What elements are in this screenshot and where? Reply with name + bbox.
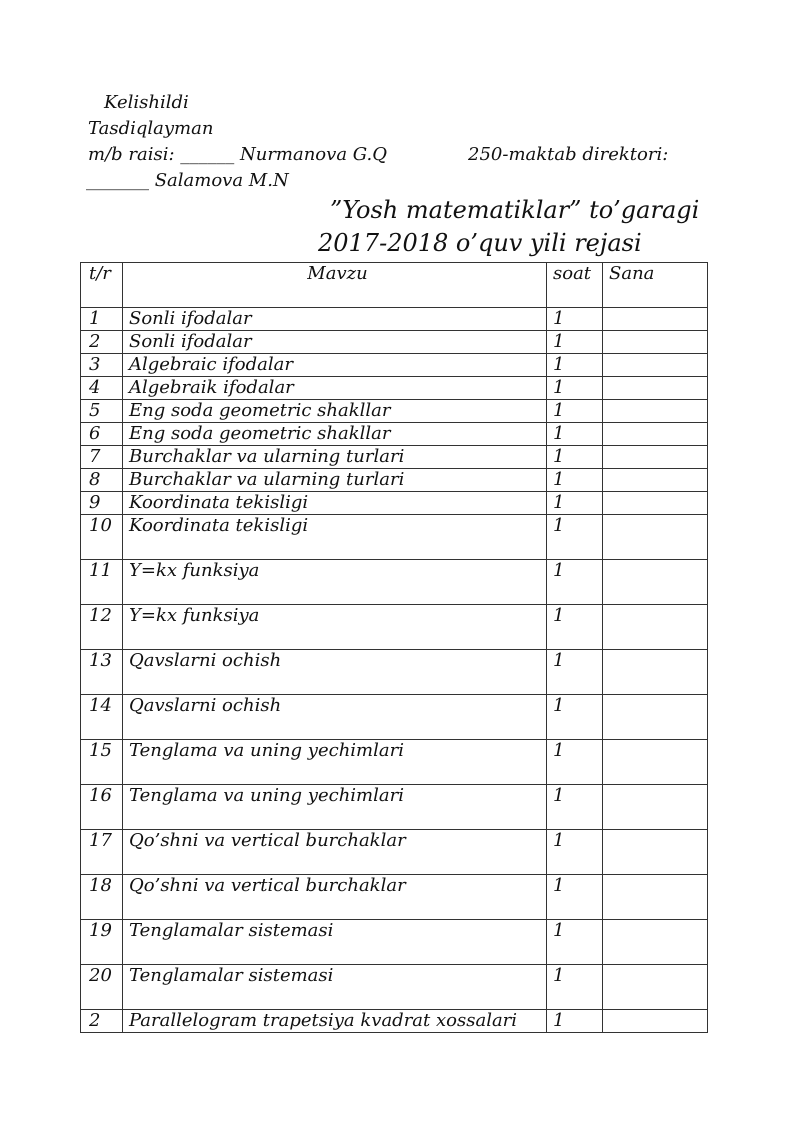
director-signature-line: _______ Salamova M.N: [86, 170, 289, 191]
table-row: [81, 400, 708, 423]
row-number: 11: [81, 560, 123, 605]
table-row: [81, 740, 708, 785]
row-date: [603, 354, 708, 377]
table-row: [81, 354, 708, 377]
page-subtitle: 2017-2018 o’quv yili rejasi: [318, 229, 642, 257]
row-hours: 1: [547, 308, 603, 331]
row-number: 9: [81, 492, 123, 515]
table-row: [81, 1010, 708, 1033]
row-topic: Eng soda geometric shakllar: [123, 423, 547, 446]
row-hours: 1: [547, 377, 603, 400]
table-row: [81, 469, 708, 492]
row-date: [603, 920, 708, 965]
table-row: [81, 560, 708, 605]
row-number: 16: [81, 785, 123, 830]
row-hours: 1: [547, 1010, 603, 1033]
row-topic: Y=kx funksiya: [123, 605, 547, 650]
row-date: [603, 377, 708, 400]
row-hours: 1: [547, 560, 603, 605]
row-number: 1: [81, 308, 123, 331]
row-date: [603, 423, 708, 446]
row-date: [603, 605, 708, 650]
director-label: 250-maktab direktori:: [468, 144, 669, 165]
row-hours: 1: [547, 492, 603, 515]
row-topic: Algebraik ifodalar: [123, 377, 547, 400]
table-row: [81, 920, 708, 965]
table-header-row: [81, 263, 708, 308]
row-date: [603, 446, 708, 469]
row-hours: 1: [547, 400, 603, 423]
row-number: 10: [81, 515, 123, 560]
table-row: [81, 605, 708, 650]
row-number: 18: [81, 875, 123, 920]
row-date: [603, 560, 708, 605]
row-number: 5: [81, 400, 123, 423]
row-date: [603, 965, 708, 1010]
row-hours: 1: [547, 965, 603, 1010]
row-hours: 1: [547, 830, 603, 875]
row-topic: Tenglamalar sistemasi: [123, 920, 547, 965]
row-topic: Algebraic ifodalar: [123, 354, 547, 377]
row-number: 19: [81, 920, 123, 965]
table-row: [81, 965, 708, 1010]
table-row: [81, 785, 708, 830]
row-hours: 1: [547, 920, 603, 965]
table-row: [81, 423, 708, 446]
row-number: 12: [81, 605, 123, 650]
row-topic: Qavslarni ochish: [123, 695, 547, 740]
row-topic: Burchaklar va ularning turlari: [123, 469, 547, 492]
row-date: [603, 515, 708, 560]
row-date: [603, 331, 708, 354]
row-date: [603, 740, 708, 785]
row-hours: 1: [547, 446, 603, 469]
plan-table: [80, 262, 708, 1033]
page-title: ”Yosh matematiklar” to’garagi: [330, 196, 700, 224]
row-topic: Y=kx funksiya: [123, 560, 547, 605]
row-topic: Koordinata tekisligi: [123, 515, 547, 560]
table-row: [81, 492, 708, 515]
table-row: [81, 695, 708, 740]
table-row: [81, 875, 708, 920]
row-date: [603, 492, 708, 515]
row-date: [603, 400, 708, 423]
column-header-number: t/r: [81, 263, 123, 308]
row-date: [603, 785, 708, 830]
row-hours: 1: [547, 740, 603, 785]
row-hours: 1: [547, 605, 603, 650]
row-number: 13: [81, 650, 123, 695]
table-row: [81, 650, 708, 695]
table-row: [81, 515, 708, 560]
table-row: [81, 830, 708, 875]
row-topic: Sonli ifodalar: [123, 308, 547, 331]
row-hours: 1: [547, 469, 603, 492]
column-header-hours: soat: [547, 263, 603, 308]
row-number: 4: [81, 377, 123, 400]
row-date: [603, 1010, 708, 1033]
row-date: [603, 469, 708, 492]
row-topic: Qavslarni ochish: [123, 650, 547, 695]
row-topic: Koordinata tekisligi: [123, 492, 547, 515]
row-topic: Qo’shni va vertical burchaklar: [123, 875, 547, 920]
row-topic: Tenglamalar sistemasi: [123, 965, 547, 1010]
row-topic: Sonli ifodalar: [123, 331, 547, 354]
row-number: 2: [81, 331, 123, 354]
row-hours: 1: [547, 785, 603, 830]
row-date: [603, 695, 708, 740]
row-hours: 1: [547, 650, 603, 695]
row-number: 17: [81, 830, 123, 875]
table-row: [81, 377, 708, 400]
approved-label: Tasdiqlayman: [88, 118, 214, 139]
row-number: 6: [81, 423, 123, 446]
column-header-topic: Mavzu: [123, 263, 547, 308]
row-topic: Qo’shni va vertical burchaklar: [123, 830, 547, 875]
row-hours: 1: [547, 331, 603, 354]
table-row: [81, 446, 708, 469]
row-number: 20: [81, 965, 123, 1010]
row-number: 15: [81, 740, 123, 785]
agreed-label: Kelishildi: [104, 92, 189, 113]
chair-signature-line: m/b raisi: ______ Nurmanova G.Q: [88, 144, 387, 165]
row-date: [603, 875, 708, 920]
row-topic: Tenglama va uning yechimlari: [123, 740, 547, 785]
row-number: 8: [81, 469, 123, 492]
row-date: [603, 308, 708, 331]
table-row: [81, 331, 708, 354]
row-hours: 1: [547, 695, 603, 740]
row-topic: Parallelogram trapetsiya kvadrat xossalari: [123, 1010, 547, 1033]
row-hours: 1: [547, 875, 603, 920]
row-topic: Burchaklar va ularning turlari: [123, 446, 547, 469]
row-number: 2: [81, 1010, 123, 1033]
row-hours: 1: [547, 423, 603, 446]
row-number: 14: [81, 695, 123, 740]
row-date: [603, 650, 708, 695]
column-header-date: Sana: [603, 263, 708, 308]
table-row: [81, 308, 708, 331]
row-hours: 1: [547, 354, 603, 377]
row-date: [603, 830, 708, 875]
row-topic: Eng soda geometric shakllar: [123, 400, 547, 423]
row-number: 3: [81, 354, 123, 377]
row-hours: 1: [547, 515, 603, 560]
row-topic: Tenglama va uning yechimlari: [123, 785, 547, 830]
row-number: 7: [81, 446, 123, 469]
